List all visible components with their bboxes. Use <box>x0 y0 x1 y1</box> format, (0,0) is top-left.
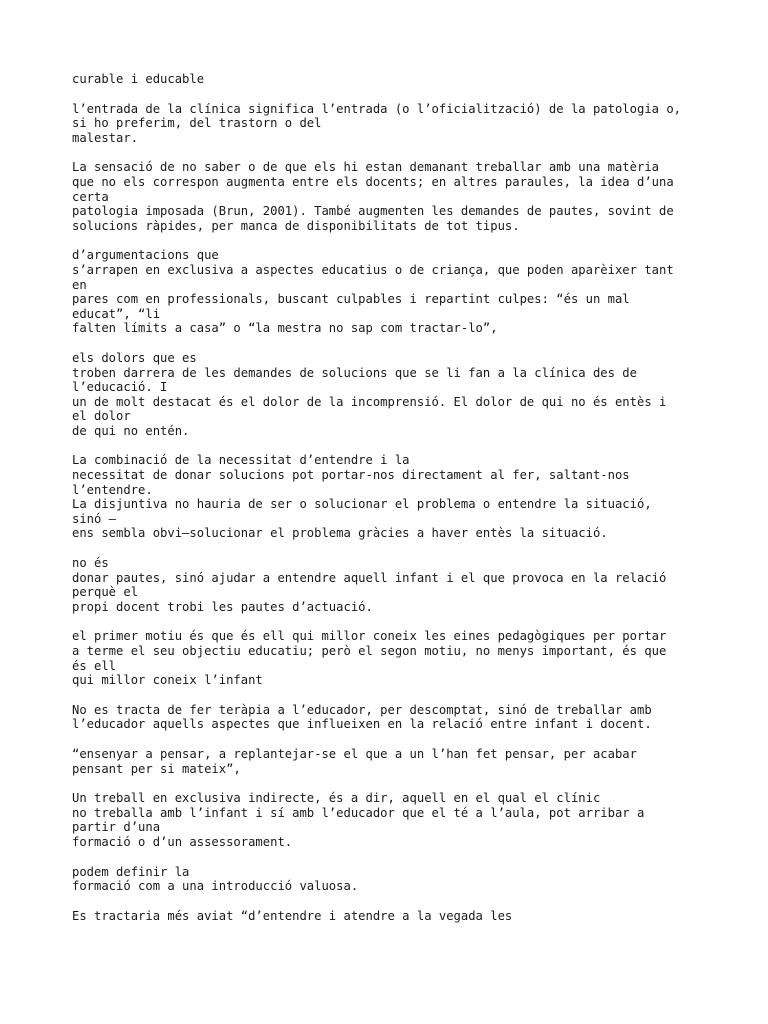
text-line: propi docent trobi les pautes d’actuació. <box>72 599 373 614</box>
text-line: l’entrada de la clínica significa l’entrada (o l’oficialització) de la patologia o, <box>72 101 682 116</box>
text-line: ens sembla obvi—solucionar el problema gràcies a haver entès la situació. <box>72 526 608 541</box>
text-line: qui millor coneix l’infant <box>72 673 263 688</box>
paragraph-11 <box>72 791 712 849</box>
text-line: Es tractaria més aviat “d’entendre i atendre a la vegada les <box>72 908 513 923</box>
text-line: que no els correspon augmenta entre els docents; en altres paraules, la idea d’una <box>72 174 674 189</box>
document-page <box>72 72 712 938</box>
text-line: certa <box>72 189 109 204</box>
text-line: a terme el seu objectiu educatiu; però el segon motiu, no menys important, és que <box>72 644 667 658</box>
text-line: educat”, “li <box>72 306 161 321</box>
paragraph-7 <box>72 556 712 614</box>
text-line: curable i educable <box>72 72 205 86</box>
text-line: falten límits a casa” o “la mestra no sap com tractar-lo”, <box>72 321 498 336</box>
paragraph-2 <box>72 102 712 146</box>
text-line: partir d’una <box>72 820 161 835</box>
paragraph-10 <box>72 747 712 776</box>
text-line: d’argumentacions que <box>72 248 219 263</box>
paragraph-13 <box>72 909 712 924</box>
text-line: el primer motiu és que és ell qui millor coneix les eines pedagògiques per portar <box>72 629 667 644</box>
paragraph-1 <box>72 72 712 87</box>
text-line: malestar. <box>72 130 139 145</box>
text-line: solucions ràpides, per manca de disponibilitats de tot tipus. <box>72 218 520 233</box>
paragraph-6 <box>72 453 712 541</box>
text-line: els dolors que es <box>72 350 197 365</box>
paragraph-8 <box>72 629 712 687</box>
text-line: podem definir la <box>72 864 190 879</box>
text-line: un de molt destacat és el dolor de la incomprensió. El dolor de qui no és entès i <box>72 394 667 409</box>
paragraph-3 <box>72 160 712 233</box>
text-line: necessitat de donar solucions pot portar-nos directament al fer, saltant-nos <box>72 468 630 483</box>
text-line: si ho preferim, del trastorn o del <box>72 116 322 131</box>
text-line: formació o d’un assessorament. <box>72 834 293 849</box>
text-line: no és <box>72 556 109 571</box>
text-line: perquè el <box>72 585 139 600</box>
text-line: donar pautes, sinó ajudar a entendre aquell infant i el que provoca en la relació <box>72 570 667 585</box>
text-line: “ensenyar a pensar, a replantejar-se el que a un l’han fet pensar, per acabar <box>72 746 637 761</box>
text-line: no treballa amb l’infant i sí amb l’educador que el té a l’aula, pot arribar a <box>72 805 645 820</box>
paragraph-9 <box>72 703 712 732</box>
text-line: de qui no entén. <box>72 423 190 438</box>
text-line: formació com a una introducció valuosa. <box>72 879 359 894</box>
text-line: No es tracta de fer teràpia a l’educador, per descomptat, sinó de treballar amb <box>72 702 652 717</box>
text-line: La disjuntiva no hauria de ser o solucionar el problema o entendre la situació, <box>72 497 652 512</box>
text-line: troben darrera de les demandes de solucions que se li fan a la clínica des de <box>72 365 637 380</box>
paragraph-4 <box>72 248 712 336</box>
text-line: el dolor <box>72 409 131 424</box>
text-line: l’entendre. <box>72 482 153 497</box>
text-line: La combinació de la necessitat d’entendre i la <box>72 453 410 468</box>
paragraph-5 <box>72 351 712 439</box>
text-line: s’arrapen en exclusiva a aspectes educatius o de criança, que poden aparèixer tant <box>72 262 674 277</box>
text-line: patologia imposada (Brun, 2001). També augmenten les demandes de pautes, sovint de <box>72 204 674 219</box>
text-line: en <box>72 277 87 292</box>
text-line: l’educador aquells aspectes que influeixen en la relació entre infant i docent. <box>72 717 652 732</box>
text-line: La sensació de no saber o de que els hi estan demanant treballar amb una matèria <box>72 160 659 175</box>
text-line: sinó — <box>72 511 117 526</box>
text-line: Un treball en exclusiva indirecte, és a dir, aquell en el qual el clínic <box>72 791 601 806</box>
text-line: és ell <box>72 658 117 673</box>
paragraph-12 <box>72 865 712 894</box>
text-line: l’educació. I <box>72 380 168 395</box>
text-line: pares com en professionals, buscant culpables i repartint culpes: “és un mal <box>72 292 630 307</box>
text-line: pensant per si mateix”, <box>72 761 241 776</box>
